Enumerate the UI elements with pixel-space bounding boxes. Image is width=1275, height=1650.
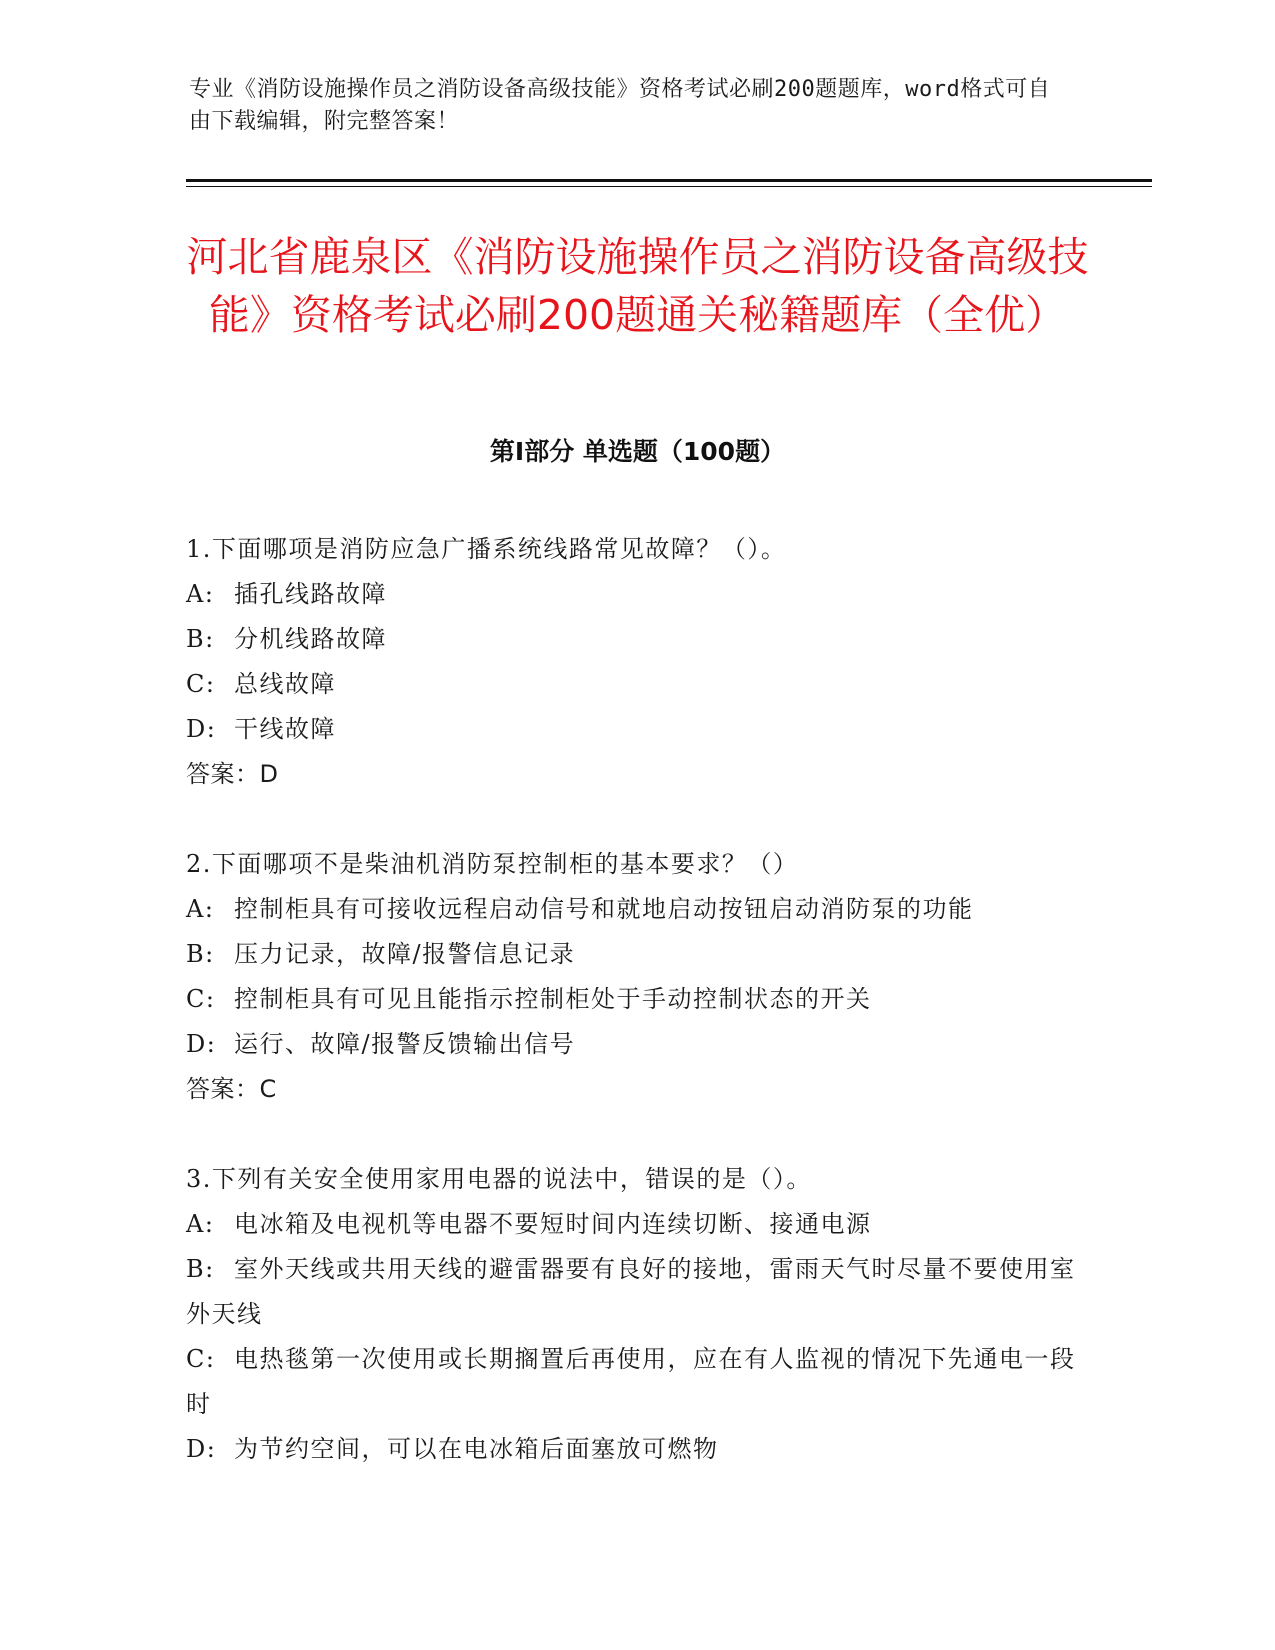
option-label: A:	[186, 895, 215, 923]
option-text: 总线故障	[234, 670, 336, 698]
option-a	[186, 1202, 1086, 1247]
option-label: A:	[186, 580, 215, 608]
option-text: 为节约空间，可以在电冰箱后面塞放可燃物	[234, 1435, 719, 1463]
option-c	[186, 977, 1086, 1022]
question-3	[186, 1157, 1086, 1472]
question-list	[186, 527, 1086, 1517]
answer: 答案：D	[186, 760, 279, 788]
question-stem: 3.下列有关安全使用家用电器的说法中，错误的是（）。	[186, 1165, 812, 1193]
option-c	[186, 662, 1086, 707]
question-2	[186, 842, 1086, 1112]
option-label: B:	[186, 1255, 215, 1283]
option-text: 控制柜具有可接收远程启动信号和就地启动按钮启动消防泵的功能	[234, 895, 974, 923]
option-text: 控制柜具有可见且能指示控制柜处于手动控制状态的开关	[234, 985, 872, 1013]
option-label: C:	[186, 985, 216, 1013]
option-text: 电热毯第一次使用或长期搁置后再使用，应在有人监视的情况下先通电一段时	[186, 1345, 1076, 1418]
section-title: 第Ⅰ部分 单选题（100题）	[489, 437, 786, 466]
option-text: 室外天线或共用天线的避雷器要有良好的接地，雷雨天气时尽量不要使用室外天线	[186, 1255, 1076, 1328]
option-label: C:	[186, 670, 216, 698]
option-label: B:	[186, 940, 215, 968]
option-label: D:	[186, 1435, 217, 1463]
option-text: 压力记录，故障/报警信息记录	[234, 940, 576, 968]
question-stem: 1.下面哪项是消防应急广播系统线路常见故障？（）。	[186, 535, 787, 563]
option-label: C:	[186, 1345, 216, 1373]
header-note: 专业《消防设施操作员之消防设备高级技能》资格考试必刷200题题库，word格式可自由下载编辑，附完整答案！	[189, 77, 1051, 134]
option-b	[186, 1247, 1086, 1337]
option-label: D:	[186, 715, 217, 743]
option-text: 插孔线路故障	[234, 580, 387, 608]
option-text: 干线故障	[234, 715, 336, 743]
option-a	[186, 887, 1086, 932]
question-stem: 2.下面哪项不是柴油机消防泵控制柜的基本要求？（）	[186, 850, 799, 878]
question-1	[186, 527, 1086, 797]
option-b	[186, 617, 1086, 662]
option-d	[186, 707, 1086, 752]
document-title: 河北省鹿泉区《消防设施操作员之消防设备高级技能》资格考试必刷200题通关秘籍题库（全优）	[186, 233, 1089, 339]
option-c	[186, 1337, 1086, 1427]
option-a	[186, 572, 1086, 617]
option-text: 运行、故障/报警反馈输出信号	[234, 1030, 576, 1058]
option-label: A:	[186, 1210, 215, 1238]
option-text: 分机线路故障	[234, 625, 387, 653]
header-divider-thin	[186, 186, 1152, 187]
option-text: 电冰箱及电视机等电器不要短时间内连续切断、接通电源	[234, 1210, 872, 1238]
option-d	[186, 1022, 1086, 1067]
option-b	[186, 932, 1086, 977]
header-divider-thick	[186, 179, 1152, 182]
option-d	[186, 1427, 1086, 1472]
option-label: B:	[186, 625, 215, 653]
option-label: D:	[186, 1030, 217, 1058]
answer: 答案：C	[186, 1075, 277, 1103]
